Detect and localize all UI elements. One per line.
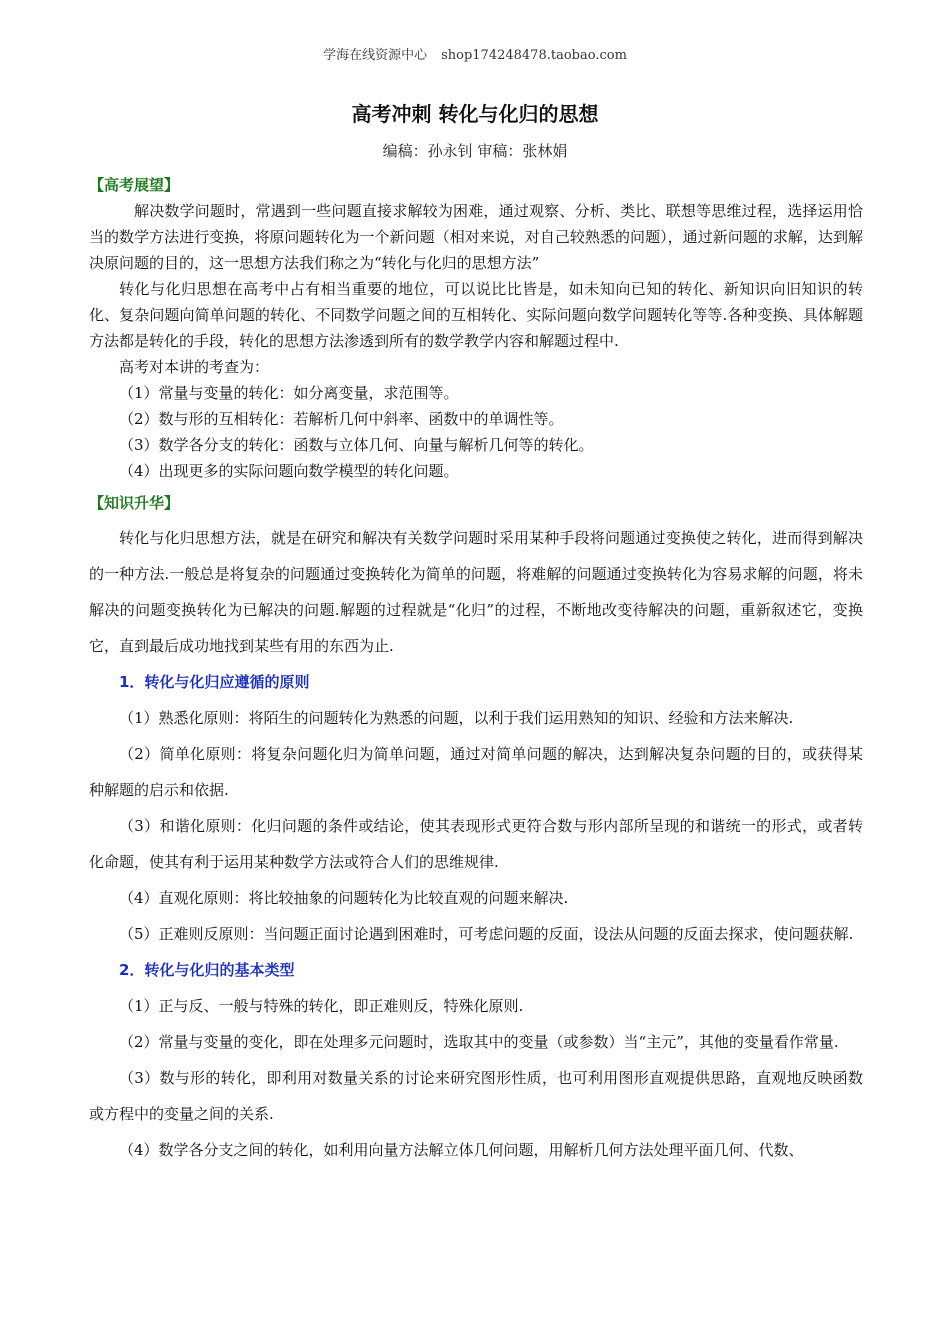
- page-header: [0, 44, 950, 63]
- paragraph: 转化与化归思想方法，就是在研究和解决有关数学问题时采用某种手段将问题通过变换使之转化，进而得到解决的一种方法.一般总是将复杂的问题通过变换转化为简单的问题，将难解的问题通过变换转化为容易求解的问题，将未解决的问题变换转化为已解决的问题.解题的过程就是“化归”的过程，不断地改变待解决的问题，重新叙述它，变换它，直到最后成功地找到某些有用的东西为止.: [89, 529, 863, 655]
- list-item: （3）数学各分支的转化：函数与立体几何、向量与解析几何等的转化。: [119, 436, 594, 454]
- document-body: [89, 172, 863, 1168]
- section-heading-outlook: 【高考展望】: [89, 176, 180, 194]
- list-item: （3）数与形的转化，即利用对数量关系的讨论来研究图形性质，也可利用图形直观提供思路，直观地反映函数或方程中的变量之间的关系.: [89, 1069, 863, 1123]
- header-site: 学海在线资源中心: [323, 48, 428, 63]
- list-item: （2）数与形的互相转化：若解析几何中斜率、函数中的单调性等。: [119, 410, 564, 428]
- list-item: （4）直观化原则：将比较抽象的问题转化为比较直观的问题来解决.: [119, 889, 569, 907]
- list-item: （1）常量与变量的转化：如分离变量，求范围等。: [119, 384, 459, 402]
- list-item: （5）正难则反原则：当问题正面讨论遇到困难时，可考虑问题的反面，设法从问题的反面去探求，使问题获解.: [119, 925, 854, 943]
- list-item: （1）熟悉化原则：将陌生的问题转化为熟悉的问题，以利于我们运用熟知的知识、经验和方法来解决.: [119, 709, 794, 727]
- paragraph: 解决数学问题时，常遇到一些问题直接求解较为困难，通过观察、分析、类比、联想等思维过程，选择运用恰当的数学方法进行变换，将原问题转化为一个新问题（相对来说，对自己较熟悉的问题），通过新问题的求解，达到解决原问题的目的，这一思想方法我们称之为“转化与化归的思想方法”: [89, 202, 863, 272]
- list-item: （2）常量与变量的变化，即在处理多元问题时，选取其中的变量（或参数）当“主元”，其他的变量看作常量.: [119, 1033, 839, 1051]
- header-shop: shop174248478.taobao.com: [441, 48, 627, 63]
- section-heading-knowledge: 【知识升华】: [89, 494, 180, 512]
- list-item: （4）出现更多的实际问题向数学模型的转化问题。: [119, 462, 459, 480]
- paragraph: 高考对本讲的考查为：: [119, 358, 270, 376]
- paragraph: 转化与化归思想在高考中占有相当重要的地位，可以说比比皆是，如未知向已知的转化、新知识向旧知识的转化、复杂问题向简单问题的转化、不同数学问题之间的互相转化、实际问题向数学问题转化等等.各种变换、具体解题方法都是转化的手段，转化的思想方法渗透到所有的数学教学内容和解题过程中.: [89, 280, 863, 350]
- list-item: （4）数学各分支之间的转化，如利用向量方法解立体几何问题，用解析几何方法处理平面几何、代数、: [119, 1141, 804, 1159]
- list-item: （2）简单化原则：将复杂问题化归为简单问题，通过对简单问题的解决，达到解决复杂问题的目的，或获得某种解题的启示和依据.: [89, 745, 863, 799]
- page-title: 高考冲刺 转化与化归的思想: [351, 102, 599, 126]
- subsection-title: 2．转化与化归的基本类型: [119, 961, 295, 979]
- subsection-title: 1．转化与化归应遵循的原则: [119, 673, 310, 691]
- list-item: （3）和谐化原则：化归问题的条件或结论，使其表现形式更符合数与形内部所呈现的和谐统一的形式，或者转化命题，使其有利于运用某种数学方法或符合人们的思维规律.: [89, 817, 863, 871]
- list-item: （1）正与反、一般与特殊的转化，即正难则反，特殊化原则.: [119, 997, 524, 1015]
- editors-line: 编稿：孙永钊 审稿：张林娟: [382, 142, 568, 160]
